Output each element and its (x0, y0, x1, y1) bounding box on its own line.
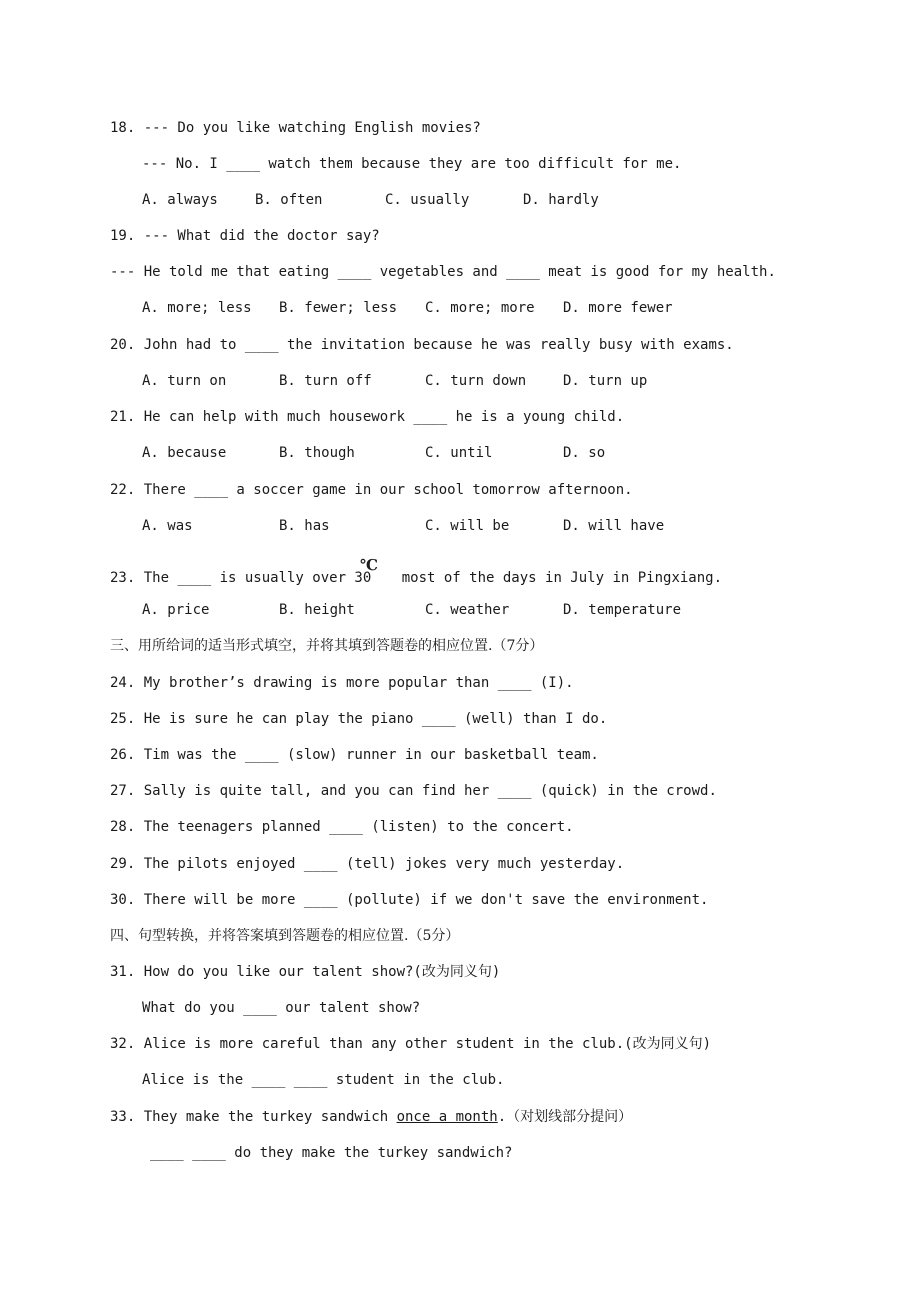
question-33-stem (110, 1107, 632, 1127)
question-27: 27. Sally is quite tall, and you can find her ____ (quick) in the crowd. (110, 783, 717, 799)
option-c: C. usually (385, 192, 470, 208)
option-b: B. has (279, 518, 330, 534)
option-b: B. height (279, 602, 355, 618)
underlined-phrase: once a month (396, 1109, 498, 1125)
degree-celsius-symbol: ℃ (360, 556, 378, 574)
option-c: C. until (425, 445, 493, 461)
question-32-stem: 32. Alice is more careful than any other student in the club.(改为同义句) (110, 1036, 712, 1052)
option-a: A. because (142, 445, 227, 461)
question-23-stem (110, 568, 722, 588)
stem-part-2: most of the days in July in Pingxiang. (393, 570, 723, 586)
question-31-answer-line: What do you ____ our talent show? (142, 1000, 421, 1016)
option-d: D. hardly (523, 192, 599, 208)
question-28: 28. The teenagers planned ____ (listen) to the concert. (110, 819, 574, 835)
option-d: D. turn up (563, 373, 648, 389)
option-b: B. often (255, 192, 323, 208)
option-a: A. always (142, 192, 218, 208)
stem-part-1: 23. The ____ is usually over 30 (110, 570, 372, 586)
question-21-stem: 21. He can help with much housework ____ he is a young child. (110, 409, 625, 425)
option-c: C. will be (425, 518, 510, 534)
option-d: D. so (563, 445, 606, 461)
option-a: A. price (142, 602, 210, 618)
section-4-heading: 四、句型转换，并将答案填到答题卷的相应位置.（5分） (110, 928, 460, 944)
question-18-reply: --- No. I ____ watch them because they are too difficult for me. (142, 156, 682, 172)
option-a: A. more; less (142, 300, 252, 316)
option-d: D. temperature (563, 602, 682, 618)
question-24: 24. My brother’s drawing is more popular than ____ (I). (110, 675, 574, 691)
option-d: D. more fewer (563, 300, 673, 316)
option-c: C. more; more (425, 300, 535, 316)
section-3-heading: 三、用所给词的适当形式填空，并将其填到答题卷的相应位置.（7分） (110, 638, 544, 654)
option-b: B. though (279, 445, 355, 461)
question-32-answer-line: Alice is the ____ ____ student in the club. (142, 1072, 505, 1088)
option-a: A. was (142, 518, 193, 534)
question-20-stem: 20. John had to ____ the invitation because he was really busy with exams. (110, 337, 734, 353)
option-b: B. fewer; less (279, 300, 398, 316)
option-c: C. turn down (425, 373, 527, 389)
stem-part-1: 33. They make the turkey sandwich (110, 1109, 397, 1125)
option-c: C. weather (425, 602, 510, 618)
question-19-reply: --- He told me that eating ____ vegetables and ____ meat is good for my health. (110, 264, 776, 280)
option-a: A. turn on (142, 373, 227, 389)
question-25: 25. He is sure he can play the piano ____ (well) than I do. (110, 711, 608, 727)
option-b: B. turn off (279, 373, 372, 389)
question-29: 29. The pilots enjoyed ____ (tell) jokes very much yesterday. (110, 856, 625, 872)
question-26: 26. Tim was the ____ (slow) runner in our basketball team. (110, 747, 599, 763)
stem-part-2: .（对划线部分提问） (497, 1109, 633, 1125)
question-31-stem: 31. How do you like our talent show?(改为同义句) (110, 964, 501, 980)
question-19-stem: 19. --- What did the doctor say? (110, 228, 380, 244)
option-d: D. will have (563, 518, 665, 534)
question-18-stem: 18. --- Do you like watching English movies? (110, 120, 481, 136)
question-33-answer-line: ____ ____ do they make the turkey sandwich? (150, 1145, 513, 1161)
question-22-stem: 22. There ____ a soccer game in our school tomorrow afternoon. (110, 482, 633, 498)
question-30: 30. There will be more ____ (pollute) if we don't save the environment. (110, 892, 709, 908)
